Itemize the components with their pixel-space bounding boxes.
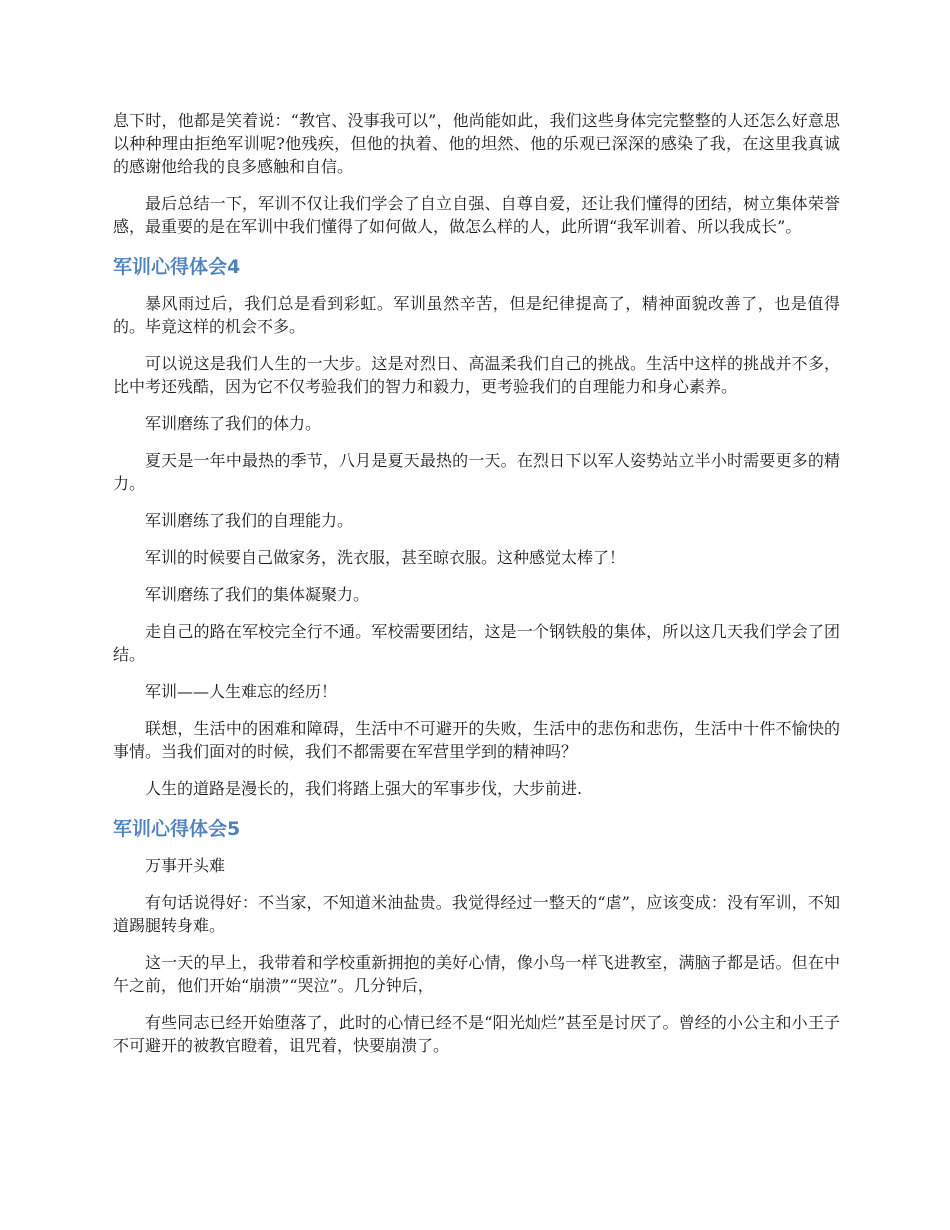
heading-text: 军训心得体会 — [113, 256, 228, 278]
paragraph: 军训磨练了我们的集体凝聚力。 — [145, 585, 370, 604]
paragraph: 军训——人生难忘的经历！ — [145, 682, 338, 701]
paragraph: 万事开头难 — [145, 856, 226, 875]
paragraph: 可以说这是我们人生的一大步。这是对烈日、高温柔我们自己的挑战。生活中这样的挑战并不多，比中考还残酷，因为它不仅考验我们的智力和毅力，更考验我们的自理能力和身心素养。 — [113, 354, 840, 396]
document-page — [113, 109, 840, 1071]
section-heading-5 — [113, 816, 840, 842]
paragraph: 军训磨练了我们的体力。 — [145, 414, 322, 433]
paragraph: 夏天是一年中最热的季节，八月是夏天最热的一天。在烈日下以军人姿势站立半小时需要更多的精力。 — [113, 451, 840, 493]
paragraph: 有句话说得好：不当家，不知道米油盐贵。我觉得经过一整天的“虐”，应该变成：没有军训，不知道踢腿转身难。 — [113, 893, 840, 935]
paragraph: 这一天的早上，我带着和学校重新拥抱的美好心情，像小鸟一样飞进教室，满脑子都是话。但在中午之前，他们开始“崩溃”“哭泣”。几分钟后， — [113, 953, 840, 995]
paragraph: 暴风雨过后，我们总是看到彩虹。军训虽然辛苦，但是纪律提高了，精神面貌改善了，也是值得的。毕竟这样的机会不多。 — [113, 294, 840, 336]
section-heading-4 — [113, 254, 840, 280]
heading-number: 5 — [227, 818, 241, 840]
paragraph: 走自己的路在军校完全行不通。军校需要团结，这是一个钢铁般的集体，所以这几天我们学会了团结。 — [113, 622, 840, 664]
paragraph: 人生的道路是漫长的，我们将踏上强大的军事步伐，大步前进. — [145, 779, 583, 798]
paragraph: 有些同志已经开始堕落了，此时的心情已经不是“阳光灿烂”甚至是讨厌了。曾经的小公主和小王子不可避开的被教官瞪着，诅咒着，快要崩溃了。 — [113, 1013, 840, 1055]
paragraph: 息下时，他都是笑着说：“教官、没事我可以”，他尚能如此，我们这些身体完完整整的人还怎么好意思以种种理由拒绝军训呢?他残疾，但他的执着、他的坦然、他的乐观已深深的感染了我，在这里我真诚的感谢他给我的良多感触和自信。 — [113, 111, 840, 176]
paragraph: 最后总结一下，军训不仅让我们学会了自立自强、自尊自爱，还让我们懂得的团结，树立集体荣誉感，最重要的是在军训中我们懂得了如何做人，做怎么样的人，此所谓“我军训着、所以我成长”。 — [113, 194, 840, 236]
paragraph: 军训磨练了我们的自理能力。 — [145, 511, 354, 530]
paragraph: 联想，生活中的困难和障碍，生活中不可避开的失败，生活中的悲伤和悲伤，生活中十件不愉快的事情。当我们面对的时候，我们不都需要在军营里学到的精神吗？ — [113, 719, 840, 761]
paragraph: 军训的时候要自己做家务，洗衣服，甚至晾衣服。这种感觉太棒了！ — [145, 548, 626, 567]
heading-text: 军训心得体会 — [113, 818, 228, 840]
heading-number: 4 — [227, 256, 241, 278]
